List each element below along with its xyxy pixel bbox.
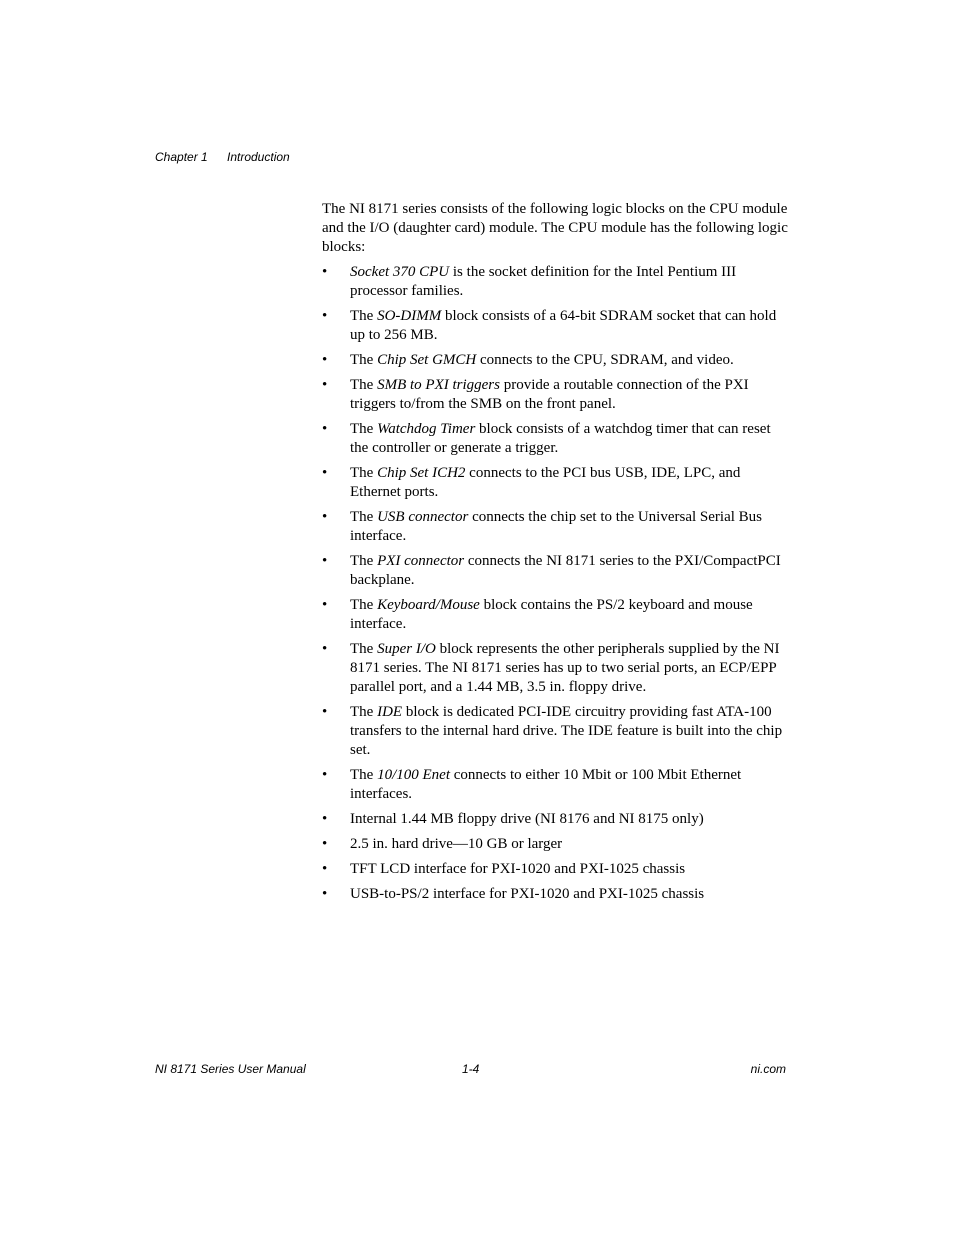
list-item <box>322 703 788 760</box>
list-item <box>322 420 788 458</box>
list-item <box>322 307 788 345</box>
bullet-marker: • <box>322 836 328 852</box>
item-text-lead: Internal 1.44 MB floppy drive (NI 8176 and NI 8175 only) <box>350 811 704 827</box>
item-text-lead: The <box>350 597 378 613</box>
page-number: 1-4 <box>462 1062 480 1076</box>
item-term: 10/100 Enet <box>377 767 450 783</box>
list-item <box>322 596 788 634</box>
item-text-lead: The <box>350 767 378 783</box>
bullet-marker: • <box>322 811 328 827</box>
list-item <box>322 351 788 370</box>
item-text-body: block represents the other peripherals supplied by the NI 8171 series. The NI 8171 series has up to two serial ports, an ECP/EPP parallel port, and a 1.44 MB, 3.5 in. floppy drive. <box>350 641 780 695</box>
item-term: Chip Set ICH2 <box>377 465 466 481</box>
item-text-body: connects to the PCI bus USB, IDE, LPC, and Ethernet ports. <box>350 465 741 500</box>
item-text-lead: USB-to-PS/2 interface for PXI-1020 and PXI-1025 chassis <box>350 886 705 902</box>
main-content <box>322 200 788 910</box>
item-text-body: connects to either 10 Mbit or 100 Mbit Ethernet interfaces. <box>350 767 742 802</box>
bullet-marker: • <box>322 861 328 877</box>
item-term: Watchdog Timer <box>377 421 476 437</box>
list-item <box>322 263 788 301</box>
bullet-marker: • <box>322 465 328 481</box>
bullet-marker: • <box>322 767 328 783</box>
bullet-marker: • <box>322 352 328 368</box>
item-text-body: connects the NI 8171 series to the PXI/CompactPCI backplane. <box>350 553 781 588</box>
item-text-body: block contains the PS/2 keyboard and mouse interface. <box>350 597 753 632</box>
item-text-lead: 2.5 in. hard drive—10 GB or larger <box>350 836 563 852</box>
item-text-lead: The <box>350 641 378 657</box>
logic-block-list <box>322 263 788 904</box>
item-term: Socket 370 CPU <box>350 264 450 280</box>
item-text-lead: TFT LCD interface for PXI-1020 and PXI-1025 chassis <box>350 861 686 877</box>
bullet-marker: • <box>322 264 328 280</box>
list-item <box>322 508 788 546</box>
item-term: SO-DIMM <box>377 308 442 324</box>
bullet-marker: • <box>322 886 328 902</box>
list-item <box>322 376 788 414</box>
list-item <box>322 835 788 854</box>
list-item <box>322 640 788 697</box>
list-item <box>322 885 788 904</box>
item-text-body: is the socket definition for the Intel Pentium III processor families. <box>350 264 737 299</box>
item-text-lead: The <box>350 704 378 720</box>
page-footer <box>155 1062 786 1078</box>
item-text-lead: The <box>350 421 378 437</box>
footer-website: ni.com <box>750 1062 786 1076</box>
chapter-title: Introduction <box>227 150 290 164</box>
item-text-lead: The <box>350 509 378 525</box>
list-item <box>322 860 788 879</box>
item-text-lead: The <box>350 308 378 324</box>
list-item <box>322 766 788 804</box>
item-text-body: provide a routable connection of the PXI triggers to/from the SMB on the front panel. <box>350 377 749 412</box>
bullet-marker: • <box>322 308 328 324</box>
footer-manual-title: NI 8171 Series User Manual <box>155 1062 306 1076</box>
item-term: USB connector <box>377 509 469 525</box>
list-item <box>322 810 788 829</box>
item-text-body: block is dedicated PCI-IDE circuitry providing fast ATA-100 transfers to the internal hard drive. The IDE feature is built into the chip set. <box>350 704 783 758</box>
item-term: Super I/O <box>377 641 436 657</box>
list-item <box>322 552 788 590</box>
item-text-body: block consists of a watchdog timer that can reset the controller or generate a trigger. <box>350 421 771 456</box>
item-term: PXI connector <box>377 553 465 569</box>
bullet-marker: • <box>322 597 328 613</box>
item-term: SMB to PXI triggers <box>377 377 500 393</box>
bullet-marker: • <box>322 553 328 569</box>
item-text-lead: The <box>350 377 378 393</box>
item-term: Keyboard/Mouse <box>377 597 480 613</box>
item-text-lead: The <box>350 553 378 569</box>
bullet-marker: • <box>322 509 328 525</box>
item-text-body: connects to the CPU, SDRAM, and video. <box>476 352 734 368</box>
bullet-marker: • <box>322 377 328 393</box>
item-term: IDE <box>377 704 403 720</box>
list-item <box>322 464 788 502</box>
item-text-body: connects the chip set to the Universal Serial Bus interface. <box>350 509 762 544</box>
bullet-marker: • <box>322 704 328 720</box>
item-text-lead: The <box>350 465 378 481</box>
chapter-label: Chapter 1 <box>155 150 208 164</box>
intro-paragraph: The NI 8171 series consists of the following logic blocks on the CPU module and the I/O (daughter card) module. The CPU module has the following logic blocks: <box>322 201 788 255</box>
running-header <box>155 150 290 164</box>
item-text-body: block consists of a 64-bit SDRAM socket that can hold up to 256 MB. <box>350 308 777 343</box>
bullet-marker: • <box>322 641 328 657</box>
item-text-lead: The <box>350 352 378 368</box>
bullet-marker: • <box>322 421 328 437</box>
item-term: Chip Set GMCH <box>377 352 477 368</box>
